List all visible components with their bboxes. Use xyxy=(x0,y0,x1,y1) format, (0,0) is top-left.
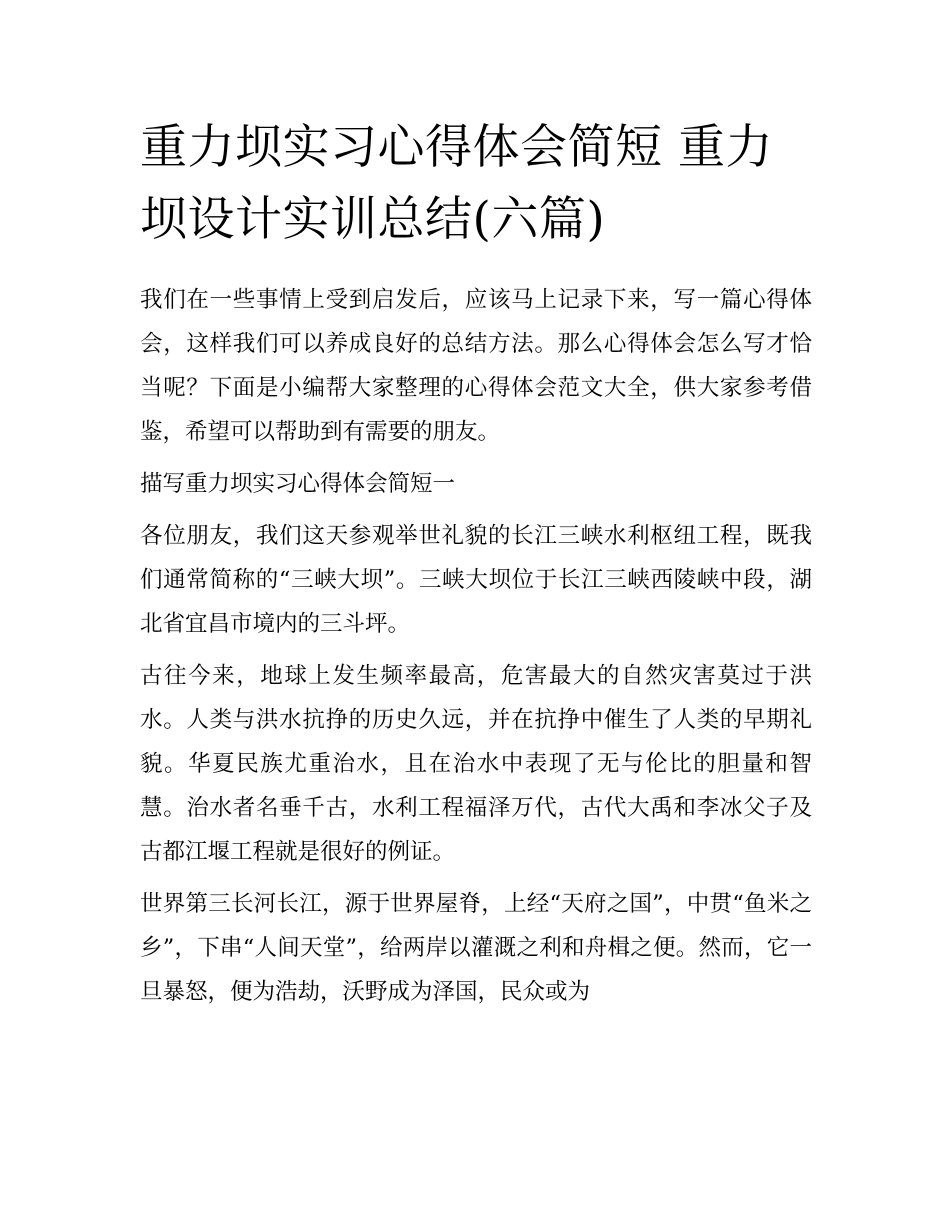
document-body xyxy=(140,278,812,1022)
intro-paragraph: 我们在一些事情上受到启发后，应该马上记录下来，写一篇心得体会，这样我们可以养成良好的总结方法。那么心得体会怎么写才恰当呢？下面是小编帮大家整理的心得体会范文大全，供大家参考借鉴，希望可以帮助到有需要的朋友。 xyxy=(140,287,812,445)
section-heading: 描写重力坝实习心得体会简短一 xyxy=(140,471,456,497)
body-paragraph: 各位朋友，我们这天参观举世礼貌的长江三峡水利枢纽工程，既我们通常简称的“三峡大坝”。三峡大坝位于长江三峡西陵峡中段，湖北省宜昌市境内的三斗坪。 xyxy=(140,523,812,637)
document-title: 重力坝实习心得体会简短 重力坝设计实训总结(六篇) xyxy=(140,120,773,247)
body-paragraph: 古往今来，地球上发生频率最高，危害最大的自然灾害莫过于洪水。人类与洪水抗挣的历史久远，并在抗挣中催生了人类的早期礼貌。华夏民族尤重治水，且在治水中表现了无与伦比的胆量和智慧。治水者名垂千古，水利工程福泽万代，古代大禹和李冰父子及古都江堰工程就是很好的例证。 xyxy=(140,663,812,865)
body-paragraph: 世界第三长河长江，源于世界屋脊，上经“天府之国”，中贯“鱼米之乡”，下串“人间天堂”，给两岸以灌溉之利和舟楫之便。然而，它一旦暴怒，便为浩劫，沃野成为泽国，民众或为 xyxy=(140,891,812,1005)
